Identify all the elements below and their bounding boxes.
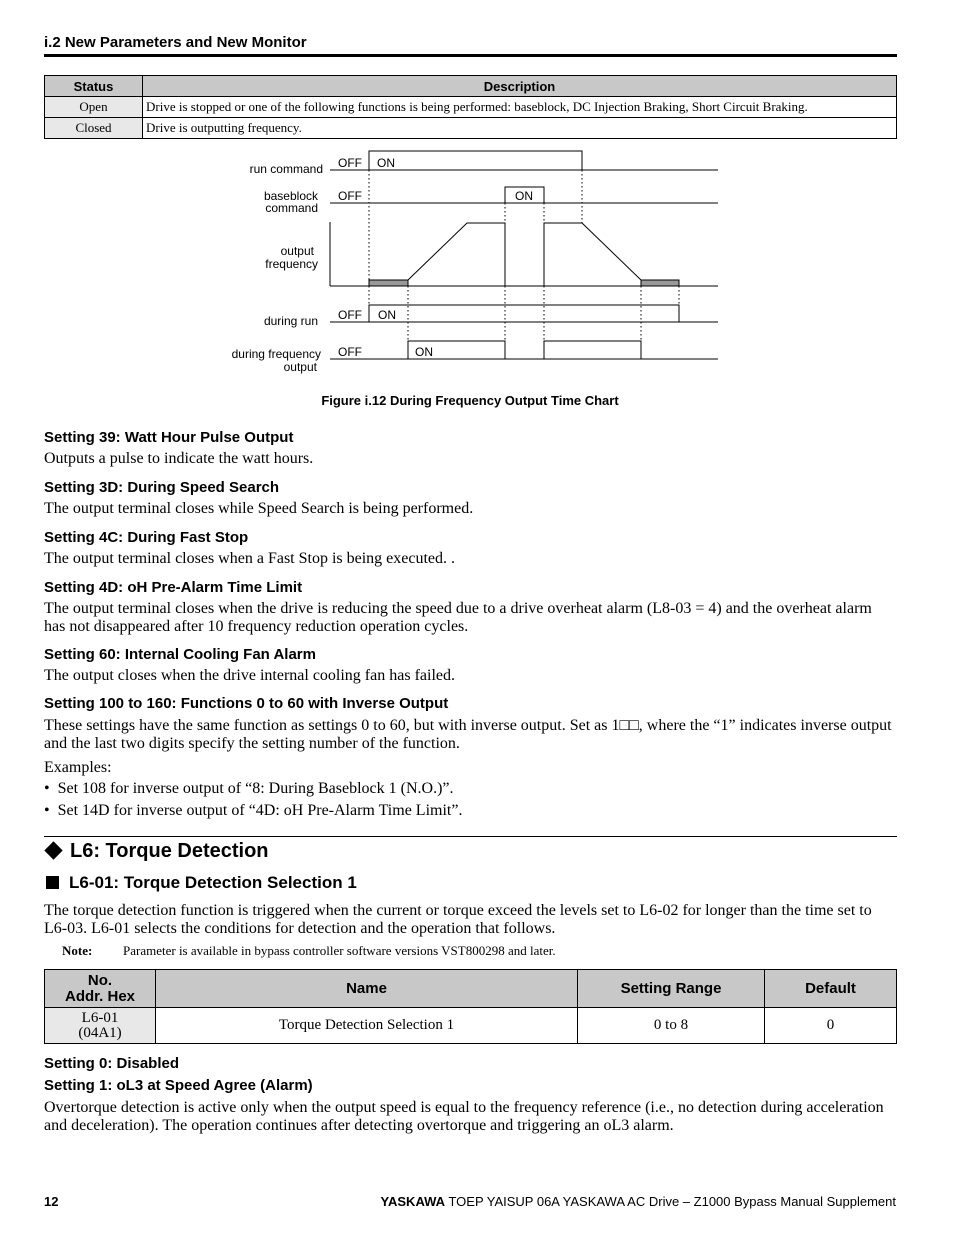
page-number: 12 [44, 1194, 59, 1209]
table-row [45, 118, 897, 139]
state-on: ON [377, 156, 395, 170]
default-header: Default [765, 970, 897, 1008]
setting-4d-title: Setting 4D: oH Pre-Alarm Time Limit [44, 579, 303, 596]
label-output-2: output [283, 360, 317, 374]
run-command-pulse [369, 151, 582, 170]
during-freq-pulse [544, 341, 641, 359]
list-item: • Set 14D for inverse output of “4D: oH Pre-Alarm Time Limit”. [44, 802, 463, 819]
setting-100-title: Setting 100 to 160: Functions 0 to 60 with Inverse Output [44, 695, 449, 712]
frequency-accel [408, 223, 505, 286]
section-rule [44, 54, 897, 57]
state-off: OFF [338, 308, 362, 322]
example-text: Set 108 for inverse output of “8: During Baseblock 1 (N.O.)”. [57, 780, 454, 797]
label-run-command: run command [249, 162, 323, 176]
frequency-low-segment [641, 280, 679, 286]
label-during-frequency: during frequency [231, 347, 321, 361]
square-bullet-icon [46, 876, 59, 889]
setting-3d-title: Setting 3D: During Speed Search [44, 479, 280, 496]
setting-4c-text: The output terminal closes when a Fast Stop is being executed. . [44, 550, 456, 567]
description-cell: Drive is outputting frequency. [143, 118, 897, 139]
timing-chart [200, 148, 740, 380]
setting-3d-text: The output terminal closes while Speed Search is being performed. [44, 500, 474, 517]
state-off: OFF [338, 156, 362, 170]
examples-label: Examples: [44, 759, 112, 776]
name-header: Name [156, 970, 578, 1008]
setting-0-title: Setting 0: Disabled [44, 1055, 180, 1072]
l6-01-heading-text: L6-01: Torque Detection Selection 1 [69, 873, 357, 892]
addr-header: Addr. Hex [64, 987, 136, 1005]
setting-60-text: The output closes when the drive internal cooling fan has failed. [44, 667, 455, 684]
section-header: i.2 New Parameters and New Monitor [44, 34, 307, 51]
range-header: Setting Range [578, 970, 765, 1008]
status-cell: Open [45, 97, 143, 118]
label-during-run: during run [263, 314, 318, 328]
setting-4d-text: The output terminal closes when the drive is reducing the speed due to a drive overheat alarm (L8-03 = 4) and the overheat alarm has not disappeared after 10 frequency reduction operation cycles. [44, 600, 872, 635]
setting-60-title: Setting 60: Internal Cooling Fan Alarm [44, 646, 316, 663]
description-header: Description [143, 76, 897, 97]
status-table [44, 75, 897, 139]
note-label: Note: [62, 943, 93, 958]
state-on: ON [415, 345, 433, 359]
state-on: ON [378, 308, 396, 322]
figure-caption: Figure i.12 During Frequency Output Time Chart [321, 393, 619, 408]
l6-01-heading [44, 873, 357, 893]
l6-heading [44, 840, 269, 863]
l6-intro: The torque detection function is triggered when the current or torque exceed the levels set to L6-02 for longer than the time set to L6-03. L6-01 selects the conditions for detection and the operation that follows. [44, 902, 872, 937]
note [62, 943, 556, 959]
setting-4c-title: Setting 4C: During Fast Stop [44, 529, 249, 546]
footer-text [381, 1194, 896, 1209]
no-addr-header [45, 970, 156, 1008]
param-no-cell [45, 1008, 156, 1044]
table-row [45, 97, 897, 118]
table-row [45, 1008, 897, 1044]
note-text: Parameter is available in bypass controller software versions VST800298 and later. [123, 943, 556, 958]
during-run-pulse [369, 305, 679, 322]
label-output: output [280, 244, 314, 258]
state-off: OFF [338, 345, 362, 359]
status-cell: Closed [45, 118, 143, 139]
diamond-bullet-icon [44, 842, 62, 860]
param-default-cell: 0 [765, 1008, 897, 1044]
description-cell: Drive is stopped or one of the following functions is being performed: baseblock, DC Injection Braking, Short Circuit Braking. [143, 97, 897, 118]
setting-1-title: Setting 1: oL3 at Speed Agree (Alarm) [44, 1077, 313, 1094]
param-name-cell: Torque Detection Selection 1 [156, 1008, 578, 1044]
param-addr: (04A1) [78, 1024, 122, 1041]
frequency-low-segment [369, 280, 408, 286]
state-on: ON [515, 189, 533, 203]
setting-39-text: Outputs a pulse to indicate the watt hours. [44, 450, 314, 467]
setting-1-text: Overtorque detection is active only when the output speed is equal to the frequency reference (i.e., no detection during acceleration and deceleration). The operation continues after detecting overtorque and triggering an oL3 alarm. [44, 1099, 884, 1134]
label-frequency: frequency [265, 257, 318, 271]
footer-brand: YASKAWA [380, 1194, 446, 1209]
frequency-decel [544, 223, 641, 286]
label-baseblock: baseblock [263, 189, 318, 203]
no-header: No. [87, 971, 113, 989]
list-item: • Set 108 for inverse output of “8: During Baseblock 1 (N.O.)”. [44, 780, 454, 797]
l6-heading-text: L6: Torque Detection [70, 840, 269, 862]
example-text: Set 14D for inverse output of “4D: oH Pre-Alarm Time Limit”. [57, 802, 463, 819]
state-off: OFF [338, 189, 362, 203]
parameter-table [44, 969, 897, 1044]
param-no: L6-01 [81, 1009, 119, 1026]
footer-doc: TOEP YAISUP 06A YASKAWA AC Drive – Z1000 Bypass Manual Supplement [448, 1194, 896, 1209]
param-range-cell: 0 to 8 [578, 1008, 765, 1044]
setting-100-text: These settings have the same function as settings 0 to 60, but with inverse output. Set as 1□□, where the “1” indicates inverse output and the last two digits specify the setting number of the function. [44, 717, 892, 752]
status-header: Status [45, 76, 143, 97]
section-divider [44, 836, 897, 837]
setting-39-title: Setting 39: Watt Hour Pulse Output [44, 429, 294, 446]
label-command: command [265, 201, 318, 215]
